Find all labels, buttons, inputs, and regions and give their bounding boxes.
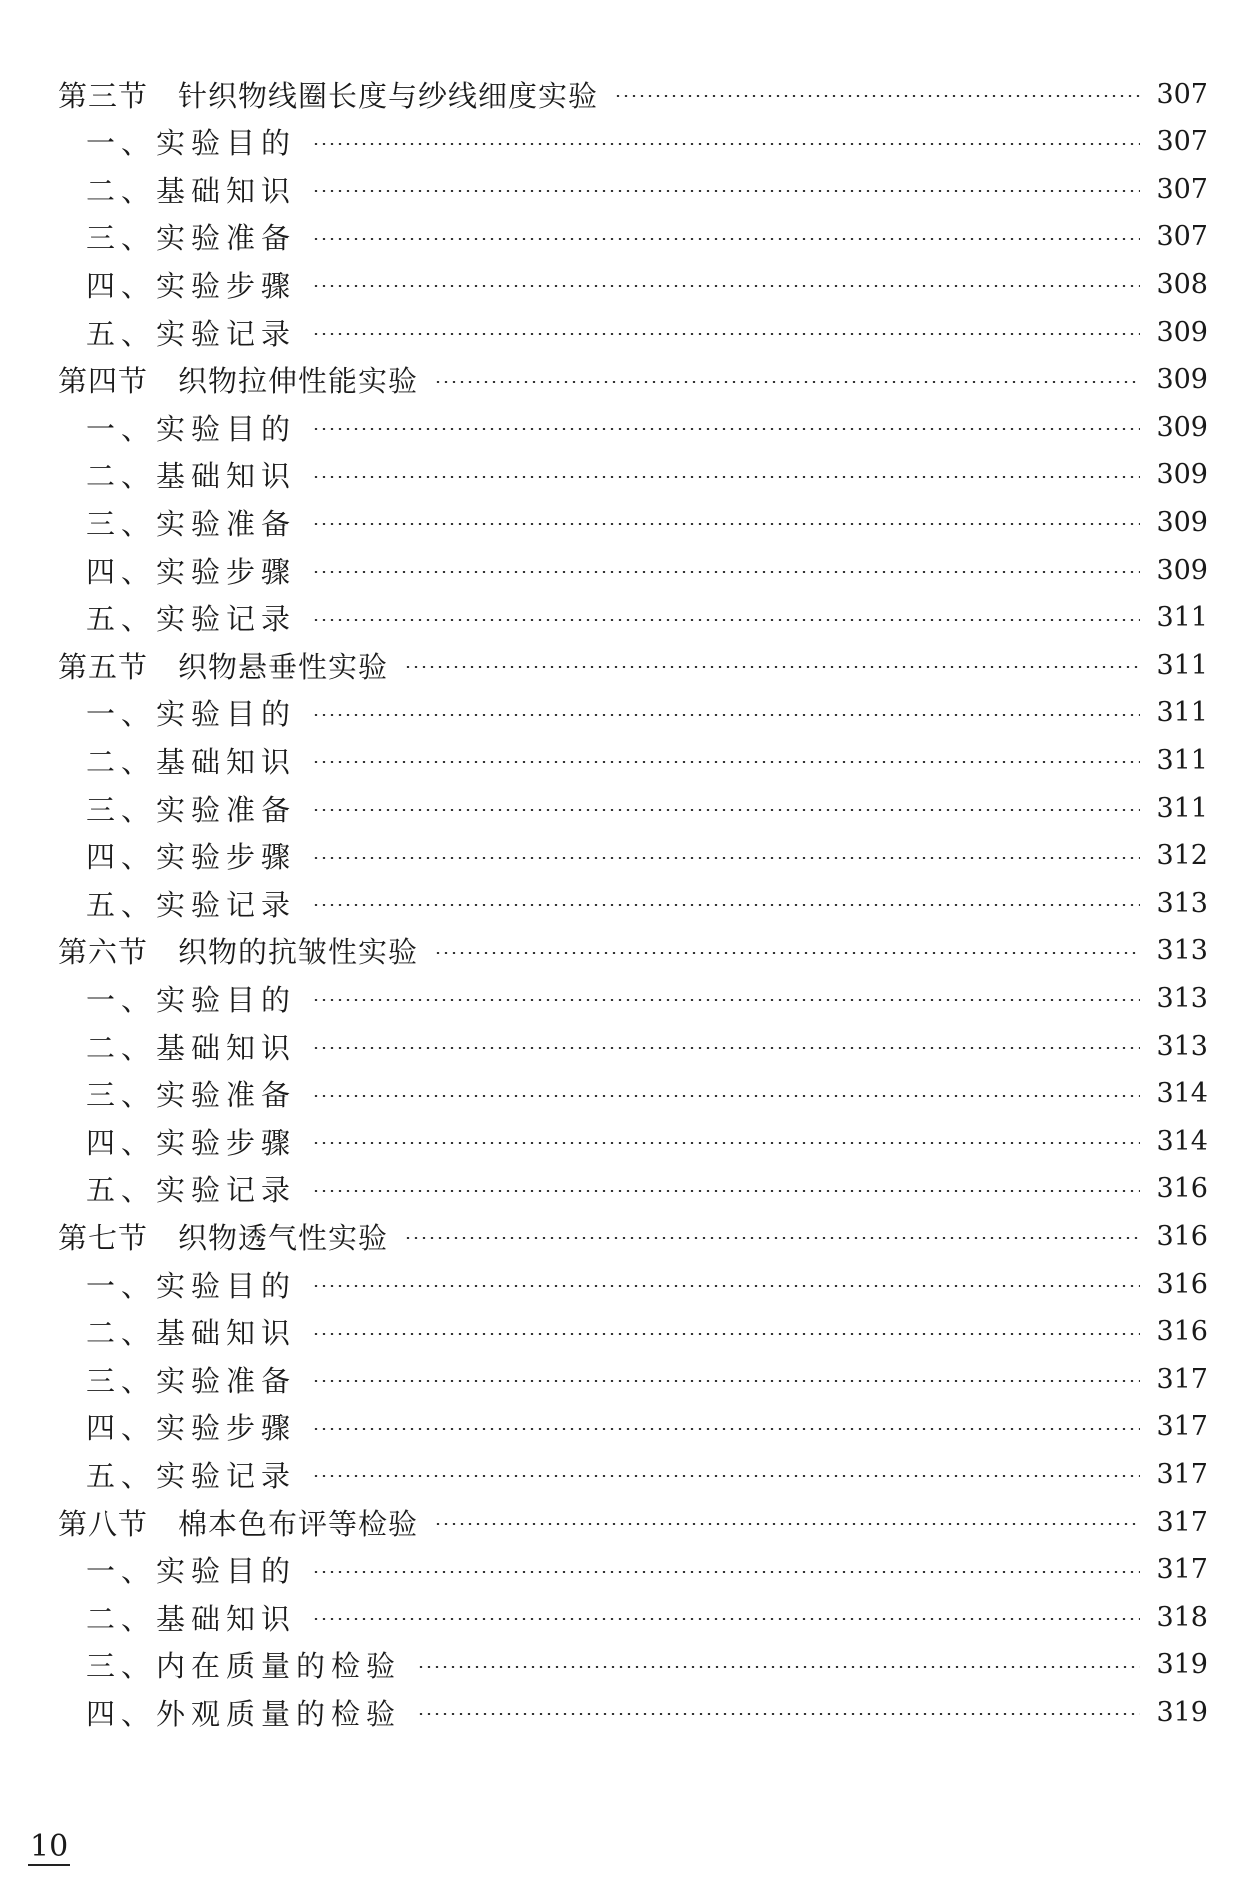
- dot-leader: [312, 857, 1140, 859]
- toc-entry-title: 一、实验目的: [86, 411, 297, 446]
- dot-leader: [312, 999, 1140, 1001]
- dot-leader: [312, 1571, 1140, 1573]
- toc-entry-label: [86, 1359, 296, 1400]
- toc-page-number: 317: [1156, 1506, 1208, 1538]
- toc-entry-title: 三、实验准备: [86, 506, 297, 541]
- toc-page-number: 319: [1156, 1649, 1208, 1681]
- toc-section-entry[interactable]: [58, 1498, 1208, 1546]
- toc-entry-label: [86, 1692, 401, 1733]
- section-number: 第四节: [58, 364, 149, 399]
- toc-page-number: 307: [1156, 221, 1208, 253]
- toc-page-number: 319: [1156, 1696, 1208, 1728]
- dot-leader: [312, 1142, 1140, 1144]
- section-number: 第七节: [58, 1220, 149, 1255]
- toc-page-number: 317: [1156, 1458, 1208, 1490]
- toc-page-number: 307: [1156, 78, 1208, 110]
- section-number: 第六节: [58, 935, 149, 970]
- section-number: 第八节: [58, 1506, 149, 1541]
- dot-leader: [312, 143, 1140, 145]
- dot-leader: [434, 381, 1140, 383]
- toc-entry-title: 织物悬垂性实验: [178, 649, 389, 684]
- toc-entry-title: 四、实验步骤: [86, 1411, 297, 1446]
- toc-entry-title: 三、实验准备: [86, 221, 297, 256]
- toc-subentry[interactable]: [86, 1260, 1208, 1308]
- toc-subentry[interactable]: [86, 1022, 1208, 1070]
- toc-entry-label: [58, 1216, 388, 1257]
- dot-leader: [312, 523, 1140, 525]
- dot-leader: [312, 1047, 1140, 1049]
- dot-leader: [312, 809, 1140, 811]
- toc-entry-title: 三、内在质量的检验: [86, 1649, 402, 1684]
- toc-entry-label: [86, 1454, 296, 1495]
- toc-page-number: 317: [1156, 1554, 1208, 1586]
- toc-page-number: 309: [1156, 316, 1208, 348]
- toc-entry-label: [86, 216, 296, 257]
- dot-leader: [312, 476, 1140, 478]
- toc-page-number: 316: [1156, 1173, 1208, 1205]
- toc-entry-title: 四、实验步骤: [86, 840, 297, 875]
- toc-section-entry[interactable]: [58, 927, 1208, 975]
- toc-subentry[interactable]: [86, 1117, 1208, 1165]
- toc-entry-title: 一、实验目的: [86, 697, 297, 732]
- toc-subentry[interactable]: [86, 689, 1208, 737]
- toc-entry-label: [86, 121, 296, 162]
- toc-subentry[interactable]: [86, 260, 1208, 308]
- toc-entry-title: 三、实验准备: [86, 792, 297, 827]
- dot-leader: [312, 238, 1140, 240]
- toc-entry-title: 一、实验目的: [86, 982, 297, 1017]
- toc-entry-title: 三、实验准备: [86, 1363, 297, 1398]
- toc-entry-title: 针织物线圈长度与纱线细度实验: [178, 78, 599, 113]
- toc-page-number: 309: [1156, 554, 1208, 586]
- toc-entry-label: [58, 74, 598, 115]
- toc-entry-title: 五、实验记录: [86, 1173, 297, 1208]
- toc-page-number: 317: [1156, 1411, 1208, 1443]
- toc-page-number: 311: [1156, 602, 1208, 634]
- toc-entry-title: 一、实验目的: [86, 126, 297, 161]
- toc-section-entry[interactable]: [58, 641, 1208, 689]
- toc-page-number: 314: [1156, 1078, 1208, 1110]
- dot-leader: [312, 714, 1140, 716]
- toc-entry-title: 织物拉伸性能实验: [178, 364, 419, 399]
- toc-entry-label: [86, 740, 296, 781]
- dot-leader: [434, 952, 1140, 954]
- dot-leader: [312, 1095, 1140, 1097]
- toc-subentry[interactable]: [86, 403, 1208, 451]
- toc-entry-title: 一、实验目的: [86, 1554, 297, 1589]
- toc-page-number: 313: [1156, 887, 1208, 919]
- toc-entry-title: 一、实验目的: [86, 1268, 297, 1303]
- toc-page-number: 311: [1156, 792, 1208, 824]
- dot-leader: [312, 1333, 1140, 1335]
- toc-entry-title: 三、实验准备: [86, 1078, 297, 1113]
- toc-entry-label: [58, 645, 388, 686]
- toc-page-number: 311: [1156, 697, 1208, 729]
- dot-leader: [417, 1666, 1140, 1668]
- toc-entry-label: [86, 1121, 296, 1162]
- dot-leader: [312, 1618, 1140, 1620]
- dot-leader: [312, 333, 1140, 335]
- toc-entry-title: 五、实验记录: [86, 1458, 297, 1493]
- dot-leader: [312, 1428, 1140, 1430]
- toc-entry-label: [86, 1264, 296, 1305]
- toc-entry-title: 二、基础知识: [86, 173, 297, 208]
- toc-page-number: 313: [1156, 1030, 1208, 1062]
- toc-page-number: 309: [1156, 459, 1208, 491]
- dot-leader: [312, 190, 1140, 192]
- page-number: 10: [30, 1829, 69, 1864]
- dot-leader: [614, 95, 1140, 97]
- toc-entry-label: [86, 978, 296, 1019]
- toc-subentry[interactable]: [86, 1593, 1208, 1641]
- toc-subentry[interactable]: [86, 213, 1208, 261]
- toc-subentry[interactable]: [86, 546, 1208, 594]
- dot-leader: [312, 1190, 1140, 1192]
- toc-subentry[interactable]: [86, 784, 1208, 832]
- toc-entry-title: 五、实验记录: [86, 316, 297, 351]
- dot-leader: [312, 1475, 1140, 1477]
- toc-page-number: 313: [1156, 935, 1208, 967]
- toc-entry-label: [58, 930, 418, 971]
- dot-leader: [312, 571, 1140, 573]
- toc-entry-label: [86, 1168, 296, 1209]
- toc-entry-label: [86, 550, 296, 591]
- toc-page-number: 313: [1156, 982, 1208, 1014]
- toc-entry-title: 五、实验记录: [86, 887, 297, 922]
- toc-entry-label: [86, 407, 296, 448]
- toc-page-number: 311: [1156, 744, 1208, 776]
- section-number: 第三节: [58, 78, 149, 113]
- toc-entry-label: [58, 359, 418, 400]
- toc-page-number: 307: [1156, 126, 1208, 158]
- toc-entry-label: [86, 835, 296, 876]
- toc-section-entry[interactable]: [58, 1212, 1208, 1260]
- toc-page-number: 307: [1156, 173, 1208, 205]
- toc-subentry[interactable]: [86, 1403, 1208, 1451]
- toc-page-number: 309: [1156, 506, 1208, 538]
- toc-subentry[interactable]: [86, 1688, 1208, 1736]
- toc-page-number: 312: [1156, 840, 1208, 872]
- dot-leader: [312, 1380, 1140, 1382]
- toc-entry-title: 织物透气性实验: [178, 1220, 389, 1255]
- toc-entry-title: 棉本色布评等检验: [178, 1506, 419, 1541]
- dot-leader: [404, 1237, 1140, 1239]
- toc-subentry[interactable]: [86, 879, 1208, 927]
- toc-subentry[interactable]: [86, 974, 1208, 1022]
- toc-page-number: 317: [1156, 1363, 1208, 1395]
- toc-section-entry[interactable]: [58, 356, 1208, 404]
- dot-leader: [312, 1285, 1140, 1287]
- toc-subentry[interactable]: [86, 1546, 1208, 1594]
- toc-entry-label: [86, 788, 296, 829]
- toc-page-number: 316: [1156, 1220, 1208, 1252]
- toc-entry-label: [86, 502, 296, 543]
- dot-leader: [312, 761, 1140, 763]
- dot-leader: [434, 1523, 1140, 1525]
- toc-entry-label: [86, 692, 296, 733]
- toc-entry-title: 二、基础知识: [86, 744, 297, 779]
- toc-subentry[interactable]: [86, 736, 1208, 784]
- toc-entry-label: [86, 1311, 296, 1352]
- toc-page-number: 316: [1156, 1268, 1208, 1300]
- dot-leader: [404, 666, 1140, 668]
- toc-entry-label: [86, 264, 296, 305]
- toc-entry-title: 四、外观质量的检验: [86, 1696, 402, 1731]
- toc-entry-label: [86, 883, 296, 924]
- toc-entry-label: [86, 1073, 296, 1114]
- toc-subentry[interactable]: [86, 1641, 1208, 1689]
- toc-subentry[interactable]: [86, 594, 1208, 642]
- dot-leader: [312, 904, 1140, 906]
- toc-entry-title: 二、基础知识: [86, 459, 297, 494]
- toc-subentry[interactable]: [86, 1355, 1208, 1403]
- dot-leader: [417, 1713, 1140, 1715]
- section-number: 第五节: [58, 649, 149, 684]
- toc-entry-label: [86, 1597, 296, 1638]
- toc-entry-title: 四、实验步骤: [86, 268, 297, 303]
- toc-entry-label: [58, 1502, 418, 1543]
- toc-entry-title: 二、基础知识: [86, 1030, 297, 1065]
- toc-entry-title: 五、实验记录: [86, 602, 297, 637]
- toc-page-number: 309: [1156, 411, 1208, 443]
- toc-subentry[interactable]: [86, 1070, 1208, 1118]
- toc-page-number: 308: [1156, 268, 1208, 300]
- toc-entry-label: [86, 169, 296, 210]
- toc-subentry[interactable]: [86, 451, 1208, 499]
- toc-entry-label: [86, 454, 296, 495]
- toc-subentry[interactable]: [86, 1450, 1208, 1498]
- dot-leader: [312, 619, 1140, 621]
- dot-leader: [312, 285, 1140, 287]
- toc-entry-title: 四、实验步骤: [86, 554, 297, 589]
- dot-leader: [312, 428, 1140, 430]
- toc-entry-label: [86, 1644, 401, 1685]
- toc-section-entry[interactable]: [58, 70, 1208, 118]
- toc-subentry[interactable]: [86, 1165, 1208, 1213]
- toc-entry-label: [86, 1026, 296, 1067]
- toc-page-number: 311: [1156, 649, 1208, 681]
- toc-entry-title: 二、基础知识: [86, 1316, 297, 1351]
- toc-entry-title: 四、实验步骤: [86, 1125, 297, 1160]
- toc-subentry[interactable]: [86, 308, 1208, 356]
- toc-subentry[interactable]: [86, 832, 1208, 880]
- toc-page-number: 318: [1156, 1601, 1208, 1633]
- toc-entry-label: [86, 597, 296, 638]
- toc-entry-title: 织物的抗皱性实验: [178, 935, 419, 970]
- toc-entry-label: [86, 1406, 296, 1447]
- toc-entry-label: [86, 312, 296, 353]
- toc-subentry[interactable]: [86, 1308, 1208, 1356]
- toc-page-number: 309: [1156, 364, 1208, 396]
- toc-subentry[interactable]: [86, 118, 1208, 166]
- toc-page-number: 314: [1156, 1125, 1208, 1157]
- toc-entry-title: 二、基础知识: [86, 1601, 297, 1636]
- toc-page-number: 316: [1156, 1316, 1208, 1348]
- toc-subentry[interactable]: [86, 165, 1208, 213]
- toc-entry-label: [86, 1549, 296, 1590]
- toc-subentry[interactable]: [86, 498, 1208, 546]
